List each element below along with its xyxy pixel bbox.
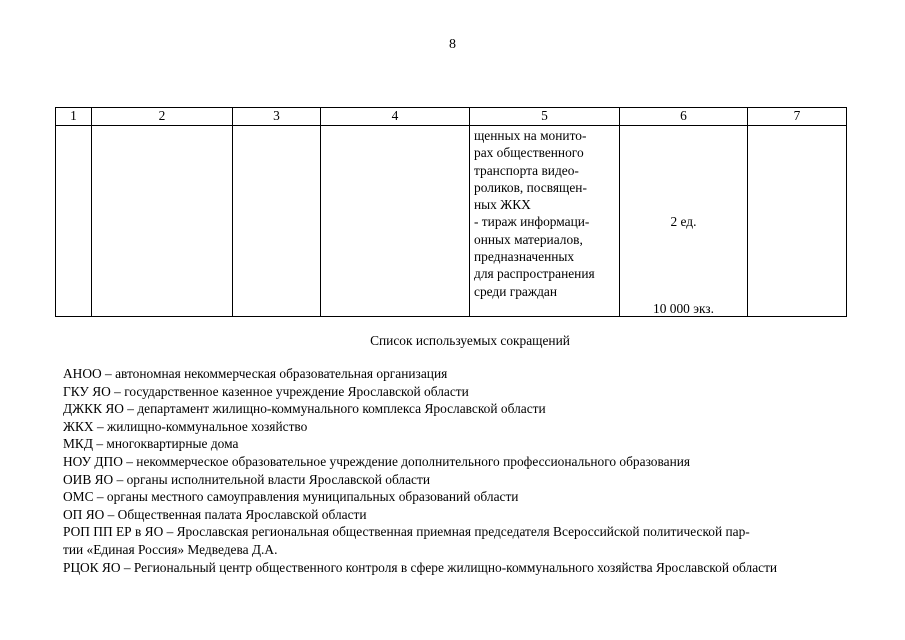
abbreviation-item: ОМС – органы местного самоуправления муниципальных образований области: [63, 489, 519, 505]
table-header-cell: 2: [92, 108, 233, 126]
abbreviation-item: ОП ЯО – Общественная палата Ярославской области: [63, 506, 367, 522]
indicator-line: для распространения: [474, 266, 595, 282]
abbreviation-item: НОУ ДПО – некоммерческое образовательное учреждение дополнительного профессионального образования: [63, 453, 691, 469]
table-cell-col4: [321, 126, 470, 317]
table-header-cell: 4: [321, 108, 470, 126]
table-header-row: [56, 108, 847, 126]
table-row: [56, 126, 847, 317]
table-header-cell: 6: [620, 108, 748, 126]
abbreviation-item: МКД – многоквартирные дома: [63, 436, 239, 452]
page-number: 8: [449, 37, 456, 52]
abbreviation-item: АНОО – автономная некоммерческая образовательная организация: [63, 366, 448, 381]
table-header-cell: 7: [748, 108, 847, 126]
abbreviation-item: ГКУ ЯО – государственное казенное учреждение Ярославской области: [63, 383, 469, 399]
table-cell-col1: [56, 126, 92, 317]
table-cell-col2: [92, 126, 233, 317]
table-cell-value: [620, 126, 748, 317]
data-table: [55, 107, 847, 317]
table-cell-indicator: [470, 126, 620, 317]
abbreviation-item: ДЖКК ЯО – департамент жилищно-коммунального комплекса Ярославской области: [63, 401, 546, 417]
abbreviations-list: [63, 365, 848, 576]
abbreviations-title: Список используемых сокращений: [370, 333, 570, 348]
abbreviation-item: РОП ПП ЕР в ЯО – Ярославская региональная общественная приемная председателя Всероссийской политической пар-: [63, 524, 750, 540]
indicator-line: щенных на монито-: [474, 128, 587, 143]
indicator-line: роликов, посвящен-: [474, 179, 587, 195]
abbreviation-item: РЦОК ЯО – Региональный центр общественного контроля в сфере жилищно-коммунального хозяйства Ярославской области: [63, 559, 778, 575]
table-cell-col7: [748, 126, 847, 317]
indicator-line: ных ЖКХ: [474, 197, 531, 213]
indicator-line: - тираж информаци-: [474, 214, 590, 230]
table-cell-col3: [233, 126, 321, 317]
indicator-line: предназначенных: [474, 249, 575, 265]
indicator-line: рах общественного: [474, 145, 584, 161]
indicator-line: транспорта видео-: [474, 162, 579, 178]
abbreviation-item: ЖКХ – жилищно-коммунальное хозяйство: [63, 418, 308, 434]
indicator-line: среди граждан: [474, 283, 558, 299]
indicator-line: онных материалов,: [474, 231, 583, 247]
table-header-cell: 5: [470, 108, 620, 126]
abbreviation-item: ОИВ ЯО – органы исполнительной власти Ярославской области: [63, 471, 431, 487]
table-header-cell: 1: [56, 108, 92, 126]
value-copies: 10 000 экз.: [653, 301, 714, 316]
value-units: 2 ед.: [670, 214, 697, 229]
table-header-cell: 3: [233, 108, 321, 126]
abbreviation-item-continuation: тии «Единая Россия» Медведева Д.А.: [63, 541, 278, 557]
